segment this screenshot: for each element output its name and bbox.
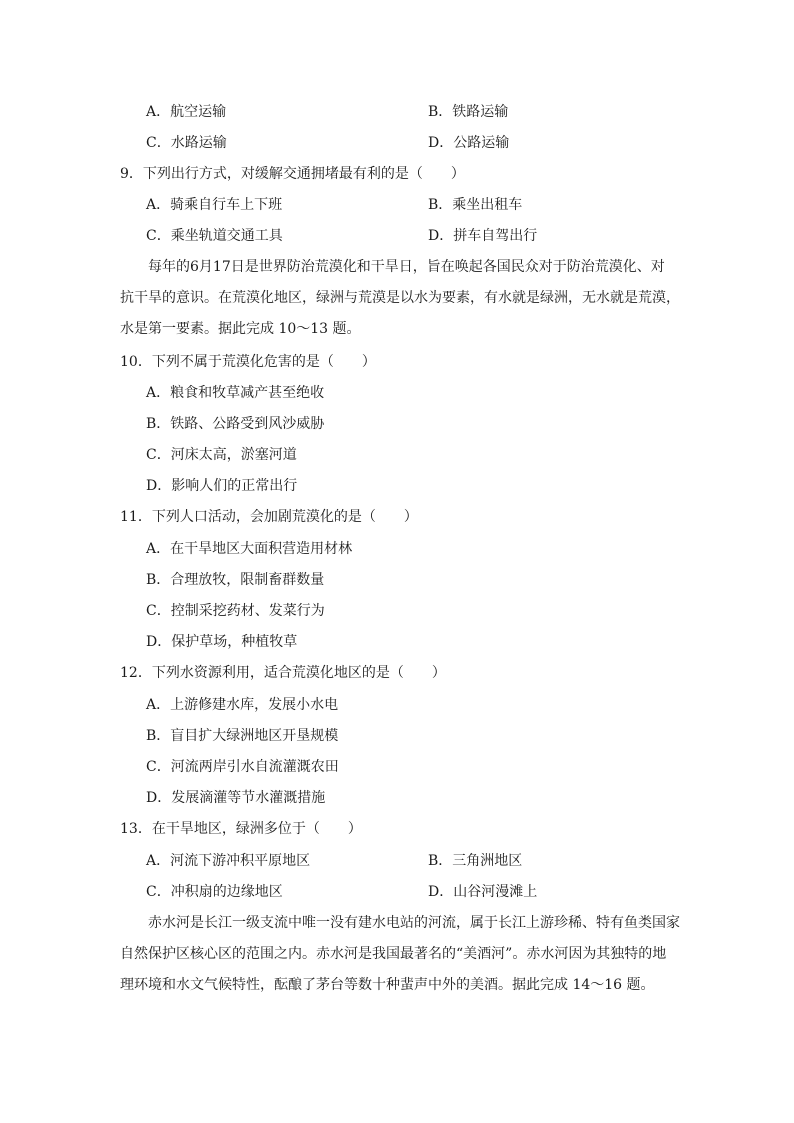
q10-option-d: D．影响人们的正常出行 [146,478,298,494]
q11-option-a: A．在干旱地区大面积营造用材林 [146,541,353,557]
passage-line: 每年的6月17日是世界防治荒漠化和干旱日，旨在唤起各国民众对于防治荒漠化、对 [148,259,665,275]
passage-line: 自然保护区核心区的范围之内。赤水河是我国最著名的“美酒河”。赤水河因为其独特的地 [120,946,667,962]
q12-stem: 12．下列水资源利用，适合荒漠化地区的是（ ） [120,665,446,681]
passage-line: 赤水河是长江一级支流中唯一没有建水电站的河流，属于长江上游珍稀、特有鱼类国家 [148,915,680,931]
passage-line: 抗干旱的意识。在荒漠化地区，绿洲与荒漠是以水为要素，有水就是绿洲，无水就是荒漠， [120,290,680,306]
passage-desertification [120,252,680,345]
q13-option-a: A．河流下游冲积平原地区 [146,853,311,869]
q11-option-c: C．控制采挖药材、发菜行为 [146,603,325,619]
q11-option-d: D．保护草场，种植牧草 [146,634,298,650]
q13-option-d: D．山谷河漫滩上 [428,884,538,900]
q12-option-c: C．河流两岸引水自流灌溉农田 [146,759,339,775]
q8-option-b: B．铁路运输 [428,104,509,120]
q10-option-b: B．铁路、公路受到风沙威胁 [146,416,325,432]
passage-line: 理环境和水文气候特性，酝酿了茅台等数十种蜚声中外的美酒。据此完成 14～16 题。 [120,977,655,993]
q9-option-d: D．拼车自驾出行 [428,228,538,244]
q9-option-a: A．骑乘自行车上下班 [146,197,283,213]
q9-option-b: B．乘坐出租车 [428,197,523,213]
q13-option-c: C．冲积扇的边缘地区 [146,884,283,900]
q12-option-a: A．上游修建水库，发展小水电 [146,697,339,713]
q10-option-a: A．粮食和牧草减产甚至绝收 [146,385,325,401]
q9-option-c: C．乘坐轨道交通工具 [146,228,283,244]
q11-option-b: B．合理放牧，限制畜群数量 [146,572,325,588]
passage-chishui-river [120,908,680,1001]
q13-option-b: B．三角洲地区 [428,853,523,869]
q10-stem: 10．下列不属于荒漠化危害的是（ ） [120,354,376,370]
q8-option-d: D．公路运输 [428,135,510,151]
q11-stem: 11．下列人口活动，会加剧荒漠化的是（ ） [120,509,418,525]
q9-stem: 9．下列出行方式，对缓解交通拥堵最有利的是（ ） [120,166,465,182]
q12-option-d: D．发展滴灌等节水灌溉措施 [146,790,326,806]
q12-option-b: B．盲目扩大绿洲地区开垦规模 [146,728,339,744]
q8-option-c: C．水路运输 [146,135,227,151]
passage-line: 水是第一要素。据此完成 10～13 题。 [120,321,361,337]
q10-option-c: C．河床太高，淤塞河道 [146,447,297,463]
q8-option-a: A．航空运输 [146,104,227,120]
q13-stem: 13．在干旱地区，绿洲多位于（ ） [120,821,362,837]
